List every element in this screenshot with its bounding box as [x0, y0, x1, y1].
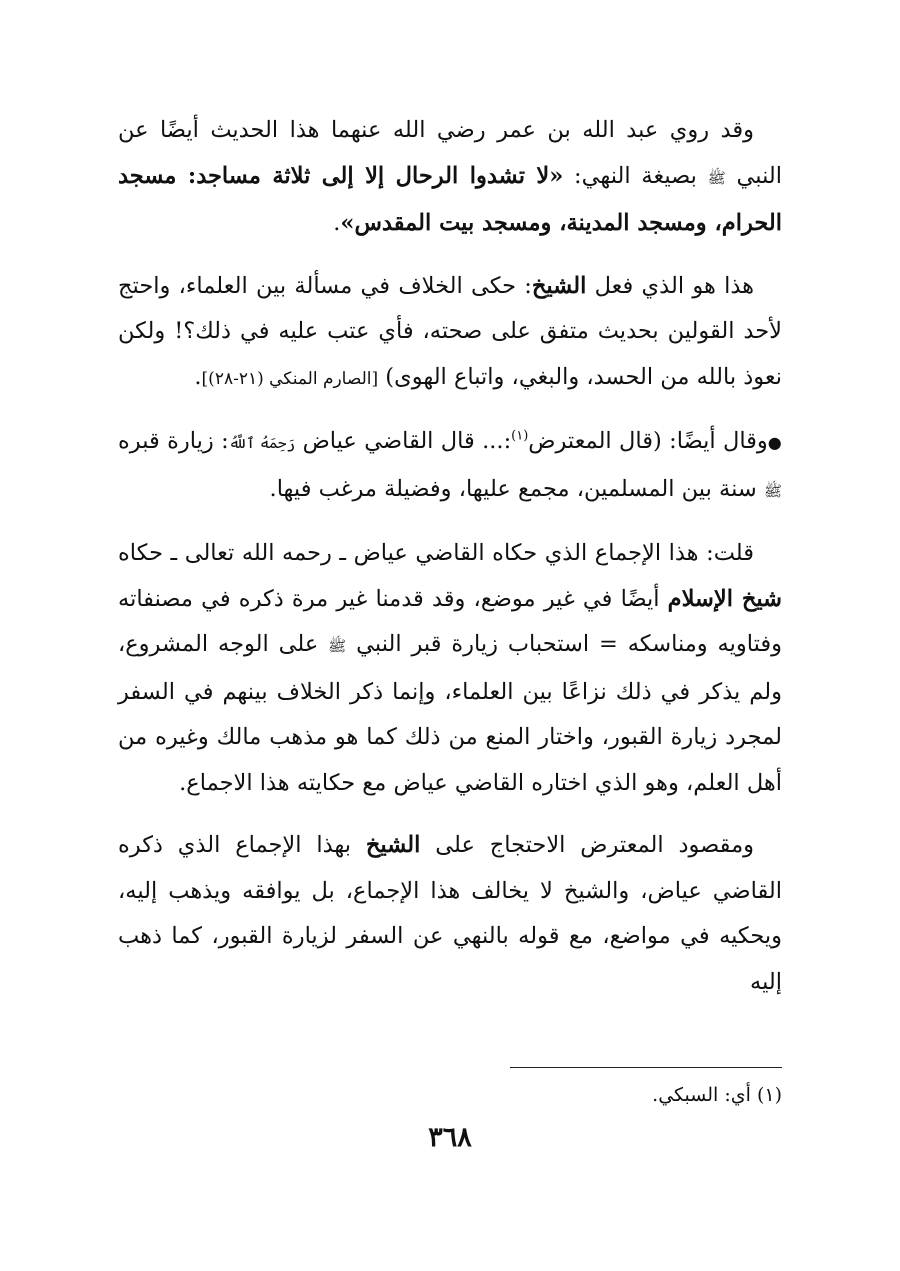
text-run: قلت: هذا الإجماع الذي حكاه القاضي عياض ـ رحمه الله تعالى ـ حكاه — [118, 540, 754, 566]
paragraph-1 — [118, 108, 782, 247]
text-run: أيضًا في غير موضع، وقد قدمنا غير مرة ذكره في مصنفاته وفتاويه ومناسكه = استحباب زيارة قبر النبي — [118, 585, 782, 657]
page-number: ٣٦٨ — [428, 1122, 472, 1153]
text-run: هذا هو الذي فعل — [586, 272, 755, 299]
text-run: بهذا الإجماع الذي ذكره القاضي عياض، والشيخ لا يخالف هذا الإجماع، بل يوافقه ويذهب إليه، ويحكيه في مواضع، مع قوله بالنهي عن السفر لزيارة القبور، كما ذهب إليه — [118, 832, 782, 995]
salawat-glyph: ﷺ — [763, 481, 782, 500]
footnote — [652, 1080, 782, 1110]
text-run: . — [194, 363, 202, 390]
paragraph-4 — [118, 531, 782, 806]
text-run: :... قال القاضي عياض — [295, 428, 512, 454]
text-run: وقد روي عبد الله بن عمر رضي الله عنهما هذا الحديث أيضًا عن النبي — [118, 117, 782, 189]
paragraph-2 — [118, 264, 782, 403]
page-body — [118, 108, 782, 1022]
salawat-glyph: ﷺ — [328, 637, 347, 655]
text-run: : زيارة قبره — [118, 428, 229, 454]
footnote-divider — [510, 1067, 782, 1068]
salawat-glyph: ﷺ — [707, 168, 726, 187]
text-run: . — [333, 210, 341, 236]
text-run: : حكى الخلاف في مسألة بين العلماء، واحتج لأحد القولين بحديث متفق على صحته، فأي عتب عليه في ذلك؟! ولكن نعوذ بالله من الحسد، والبغي، واتباع الهوى) — [118, 272, 782, 390]
text-run: سنة بين المسلمين، مجمع عليها، وفضيلة مرغب فيها. — [269, 475, 764, 502]
text-run: بصيغة النهي: — [563, 162, 708, 189]
hadith-quote: «لا تشدوا الرحال إلا إلى ثلاثة مساجد: مسجد الحرام، ومسجد المدينة، ومسجد بيت المقدس» — [118, 162, 782, 236]
rahimahullah-glyph: رَحِمَهُ ٱللَّهُ — [228, 434, 296, 452]
footnote-marker: (١) — [511, 428, 529, 444]
text-run: على الوجه المشروع، ولم يذكر في ذلك نزاعًا بين العلماء، وإنما ذكر الخلاف بينهم في السفر لمجرد زيارة القبور، واختار المنع من ذلك كما هو مذهب مالك وغيره من أهل العلم، وهو الذي اختاره القاضي عياض مع حكايته هذا الاجماع. — [118, 631, 782, 796]
bullet-icon: ● — [767, 433, 782, 452]
shaykh-islam-term: شيخ الإسلام — [667, 585, 782, 612]
paragraph-5 — [118, 823, 782, 1005]
shaykh-term: الشيخ — [531, 272, 587, 299]
shaykh-term: الشيخ — [365, 832, 421, 858]
text-run: ومقصود المعترض الاحتجاج على — [420, 832, 754, 858]
paragraph-3 — [118, 419, 782, 514]
source-reference: [الصارم المنكي (٢١-٢٨)] — [201, 368, 379, 389]
footnote-number: (١) — [756, 1084, 782, 1106]
footnote-text: أي: السبكي. — [652, 1084, 751, 1106]
text-run: وقال أيضًا: (قال المعترض — [528, 428, 768, 454]
